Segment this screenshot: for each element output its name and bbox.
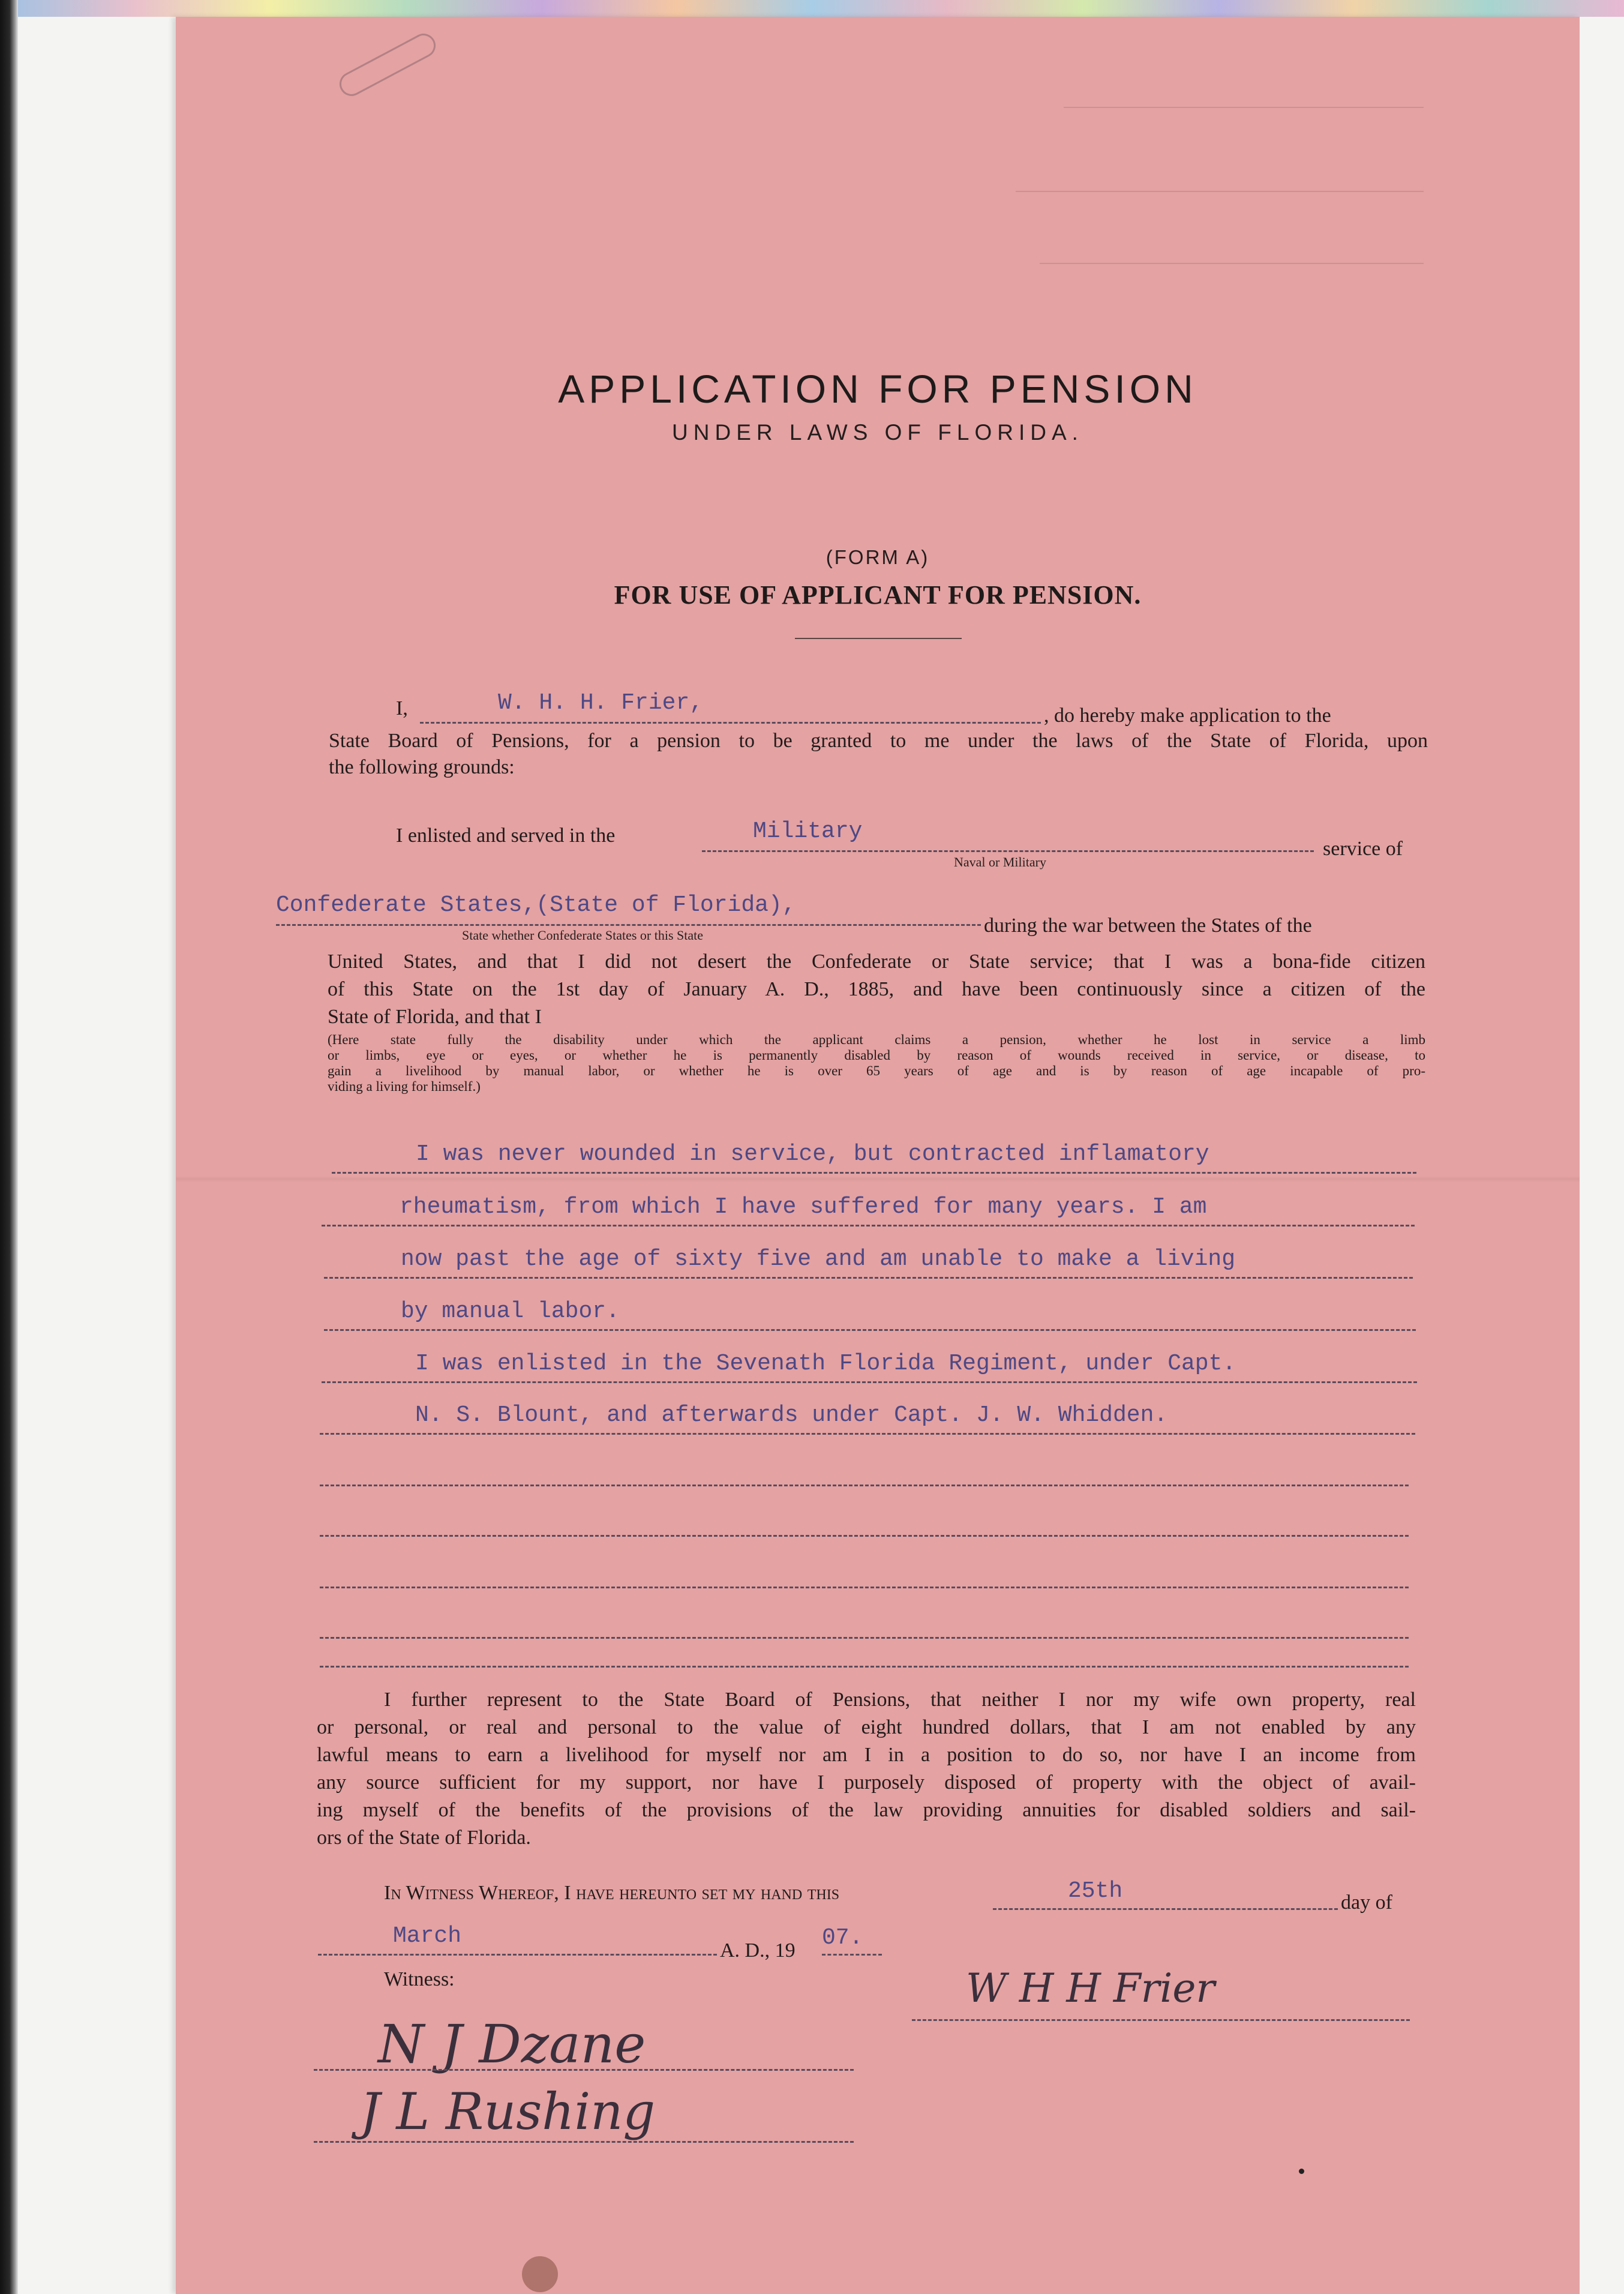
intro-line2: State Board of Pensions, for a pension to be granted to me under the laws of the State of Florida, upon bbox=[329, 730, 1428, 752]
instructions-line1: (Here state fully the disability under which the applicant claims a pension, whether he lost in service a limb bbox=[328, 1032, 1425, 1047]
blank-line-3[interactable] bbox=[320, 1587, 1409, 1588]
page-title: APPLICATION FOR PENSION bbox=[558, 367, 1197, 411]
applicant-signature-line[interactable] bbox=[912, 2019, 1410, 2021]
instructions-line4: viding a living for himself.) bbox=[328, 1079, 481, 1094]
day-field[interactable]: 25th bbox=[1068, 1878, 1123, 1904]
intro-prefix: I, bbox=[396, 697, 408, 719]
year-line bbox=[822, 1954, 882, 1956]
day-line bbox=[993, 1908, 1338, 1910]
service-caption: Naval or Military bbox=[954, 854, 1046, 869]
citizenship-line2: of this State on the 1st day of January A. D., 1885, and have been continuously since a citizen of the bbox=[328, 978, 1425, 1000]
state-field[interactable]: Confederate States,(State of Florida), bbox=[276, 892, 796, 918]
statement-underline-2 bbox=[322, 1225, 1415, 1227]
representation-line2: or personal, or real and personal to the value of eight hundred dollars, that I am not enabled by any bbox=[317, 1716, 1416, 1738]
form-label: (FORM A) bbox=[825, 546, 930, 568]
witness-signature-2: J L Rushing bbox=[360, 2082, 656, 2141]
paperclip-mark bbox=[335, 29, 440, 100]
state-caption: State whether Confederate States or this State bbox=[462, 928, 703, 943]
year-prefix: A. D., 19 bbox=[720, 1939, 796, 1962]
instructions-line3: gain a livelihood by manual labor, or whether he is over 65 years of age and is by reason of age incapable of pro- bbox=[328, 1063, 1425, 1078]
statement-line-1[interactable]: I was never wounded in service, but contracted inflamatory bbox=[416, 1141, 1209, 1167]
month-line bbox=[318, 1954, 717, 1956]
statement-line-4[interactable]: by manual labor. bbox=[401, 1299, 620, 1324]
applicant-name-line bbox=[420, 722, 1041, 724]
citizenship-line1: United States, and that I did not desert the Confederate or State service; that I was a bona-fide citizen bbox=[328, 950, 1425, 973]
applicant-name-field[interactable]: W. H. H. Frier, bbox=[498, 690, 704, 716]
statement-underline-5 bbox=[322, 1381, 1417, 1383]
day-suffix: day of bbox=[1341, 1891, 1392, 1914]
ink-stain bbox=[522, 2256, 558, 2292]
witness-line-2[interactable] bbox=[314, 2141, 854, 2143]
witness-label: Witness: bbox=[384, 1968, 455, 1990]
applicant-signature: W H H Frier bbox=[966, 1965, 1215, 2011]
scanner-left-edge bbox=[0, 0, 18, 2294]
witness-line-1[interactable] bbox=[314, 2069, 854, 2071]
speck bbox=[1299, 2169, 1304, 2174]
statement-line-6[interactable]: N. S. Blount, and afterwards under Capt. J. W. Whidden. bbox=[415, 1402, 1168, 1428]
statement-underline-6 bbox=[320, 1433, 1415, 1435]
bleed-through-area bbox=[1016, 83, 1472, 299]
statement-underline-3 bbox=[324, 1277, 1413, 1279]
service-type-field[interactable]: Military bbox=[753, 818, 863, 844]
service-type-line bbox=[702, 850, 1314, 852]
enlistment-prefix: I enlisted and served in the bbox=[396, 824, 616, 847]
representation-line4: any source sufficient for my support, nor have I purposely disposed of property with the object of avail- bbox=[317, 1771, 1416, 1794]
instructions-line2: or limbs, eye or eyes, or whether he is permanently disabled by reason of wounds received in service, or disease, to bbox=[328, 1048, 1425, 1063]
statement-line-3[interactable]: now past the age of sixty five and am unable to make a living bbox=[401, 1246, 1236, 1272]
statement-line-5[interactable]: I was enlisted in the Sevenath Florida Regiment, under Capt. bbox=[415, 1351, 1236, 1377]
month-field[interactable]: March bbox=[393, 1923, 462, 1949]
state-line bbox=[276, 924, 981, 926]
state-suffix: during the war between the States of the bbox=[984, 914, 1312, 937]
blank-line-5[interactable] bbox=[320, 1666, 1409, 1668]
paper-fold bbox=[176, 1176, 1580, 1182]
page-subtitle: UNDER LAWS OF FLORIDA. bbox=[672, 420, 1083, 445]
representation-line1: I further represent to the State Board of Pensions, that neither I nor my wife own property, real bbox=[384, 1689, 1416, 1711]
statement-line-2[interactable]: rheumatism, from which I have suffered for many years. I am bbox=[400, 1194, 1207, 1220]
service-suffix: service of bbox=[1323, 838, 1403, 860]
intro-line3: the following grounds: bbox=[329, 756, 515, 778]
representation-line5: ing myself of the benefits of the provisions of the law providing annuities for disabled soldiers and sail- bbox=[317, 1799, 1416, 1821]
scanner-edge-strip bbox=[0, 0, 1624, 17]
form-heading: FOR USE OF APPLICANT FOR PENSION. bbox=[614, 580, 1142, 610]
year-field[interactable]: 07. bbox=[822, 1925, 863, 1951]
blank-line-1[interactable] bbox=[320, 1485, 1409, 1486]
intro-line1-suffix: , do hereby make application to the bbox=[1044, 704, 1331, 727]
statement-underline-1 bbox=[332, 1172, 1416, 1174]
witness-signature-1: N J Dzane bbox=[378, 2013, 646, 2075]
heading-divider bbox=[795, 638, 962, 639]
citizenship-line3: State of Florida, and that I bbox=[328, 1006, 542, 1028]
representation-line6: ors of the State of Florida. bbox=[317, 1827, 531, 1849]
statement-underline-4 bbox=[324, 1329, 1416, 1331]
blank-line-2[interactable] bbox=[320, 1535, 1409, 1537]
representation-line3: lawful means to earn a livelihood for myself nor am I in a position to do so, nor have I an income from bbox=[317, 1744, 1416, 1766]
blank-line-4[interactable] bbox=[320, 1637, 1409, 1639]
witness-clause: In Witness Whereof, I have hereunto set my hand this bbox=[384, 1882, 840, 1904]
